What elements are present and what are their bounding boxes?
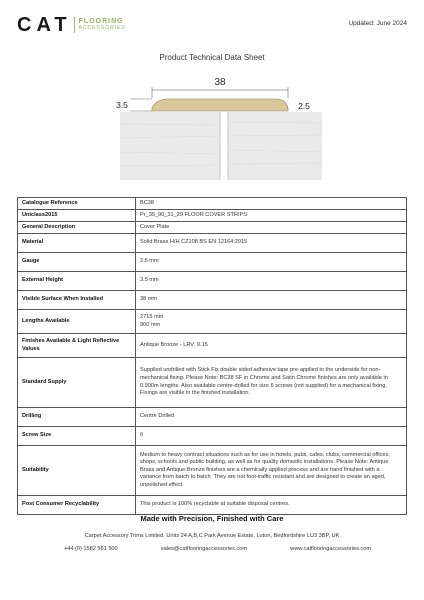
spec-label: Material: [18, 234, 136, 253]
logo-subtitle-line2: ACCESSORIES: [78, 25, 126, 31]
floor-left: [120, 112, 220, 180]
spec-value: 38 mm: [136, 291, 407, 310]
spec-row-gauge: [18, 253, 407, 272]
footer-phone[interactable]: +44 (0) 1582 561 500: [64, 546, 118, 552]
company-logo[interactable]: [17, 15, 126, 35]
spec-label: Post Consumer Recyclability: [18, 496, 136, 515]
footer-email[interactable]: sales@catflooringaccessories.com: [160, 546, 248, 552]
profile-diagram: [100, 70, 324, 180]
spec-label: Suitability: [18, 446, 136, 496]
floor-gap: [220, 112, 228, 180]
spec-label: Drilling: [18, 408, 136, 427]
spec-label: Catalogue Reference: [18, 198, 136, 210]
spec-row-material: [18, 234, 407, 253]
spec-value: Centre Drilled: [136, 408, 407, 427]
footer-contact: [0, 546, 424, 552]
spec-row-catalogue-reference: [18, 198, 407, 210]
spec-value: Solid Brass H/H CZ108 BS EN 12164:2015: [136, 234, 407, 253]
right-height-dimension: 2.5: [298, 101, 310, 111]
spec-value: 6: [136, 427, 407, 446]
spec-label: Finishes Available & Light Reflective Values: [18, 334, 136, 358]
spec-value: 2.5 mm: [136, 253, 407, 272]
cover-plate-profile: [152, 99, 288, 111]
spec-value: 3.5 mm: [136, 272, 407, 291]
spec-table: [17, 197, 407, 515]
spec-row-recyclability: [18, 496, 407, 515]
spec-row-visible-surface: [18, 291, 407, 310]
spec-value: This product is 100% recyclable at suitable disposal centres.: [136, 496, 407, 515]
spec-label: Lengths Available: [18, 310, 136, 334]
header: [0, 0, 424, 48]
spec-row-uniclass: [18, 210, 407, 222]
logo-wordmark: CAT: [17, 14, 72, 36]
spec-value: Antique Bronze - LRV: 9.15: [136, 334, 407, 358]
spec-label: Gauge: [18, 253, 136, 272]
spec-value: Supplied undrilled with Stick Fix double sided adhesive tape pre-applied to the underside for non-mechanical fixing. Please Note: BC38 SF in Chrome and Satin Chrome finishes are only available in 0.900m lengths. Also available centre-drilled for size 6 screws (not supplied) for a mechanical fixing. Fixings are visible in the finished installation.: [136, 358, 407, 408]
spec-value: [136, 310, 407, 334]
spec-row-lengths-available: [18, 310, 407, 334]
spec-row-finishes: [18, 334, 407, 358]
spec-label: Visible Surface When Installed: [18, 291, 136, 310]
footer-tagline: Made with Precision, Finished with Care: [140, 514, 284, 523]
updated-date: Updated: June 2024: [348, 20, 407, 27]
spec-label: Standard Supply: [18, 358, 136, 408]
spec-value: BC38: [136, 198, 407, 210]
spec-row-general-description: [18, 222, 407, 234]
width-dimension: 38: [214, 77, 226, 88]
footer-website[interactable]: www.catflooringaccessories.com: [290, 546, 371, 552]
spec-row-standard-supply: [18, 358, 407, 408]
length-option: 2715 mm: [140, 313, 164, 320]
spec-label: Uniclass2015: [18, 210, 136, 222]
spec-row-screw-size: [18, 427, 407, 446]
length-option: 900 mm: [140, 321, 161, 328]
spec-value: Pr_35_90_31_29 FLOOR COVER STRIPS: [136, 210, 407, 222]
spec-row-drilling: [18, 408, 407, 427]
spec-row-suitability: [18, 446, 407, 496]
spec-label: Screw Size: [18, 427, 136, 446]
page-title: Product Technical Data Sheet: [159, 53, 265, 62]
spec-value: Cover Plate: [136, 222, 407, 234]
spec-label: General Description: [18, 222, 136, 234]
logo-subtitle-line1: FLOORING: [78, 18, 124, 25]
spec-value: Medium to heavy contract situations such as for use in hotels, pubs, cafes, clubs, commercial offices, shops, schools and public building, as well as for quality domestic installations. Please Note: Antique Brass and Antique Bronze finishes are a chemically applied process and are hand finished with a variance from batch to batch. They are not foot-traffic resistant and are designed to create an aged, unpolished effect.: [136, 446, 407, 496]
spec-label: External Height: [18, 272, 136, 291]
left-height-dimension: 3.5: [116, 100, 128, 110]
footer-address: Carpet Accessory Trims Limited. Units 24 A,B,C Park Avenue Estate, Luton, Bedfordshire LU3 3BP, UK: [84, 533, 340, 539]
logo-subtitle: [79, 18, 126, 32]
spec-row-external-height: [18, 272, 407, 291]
logo-divider: [74, 17, 75, 33]
